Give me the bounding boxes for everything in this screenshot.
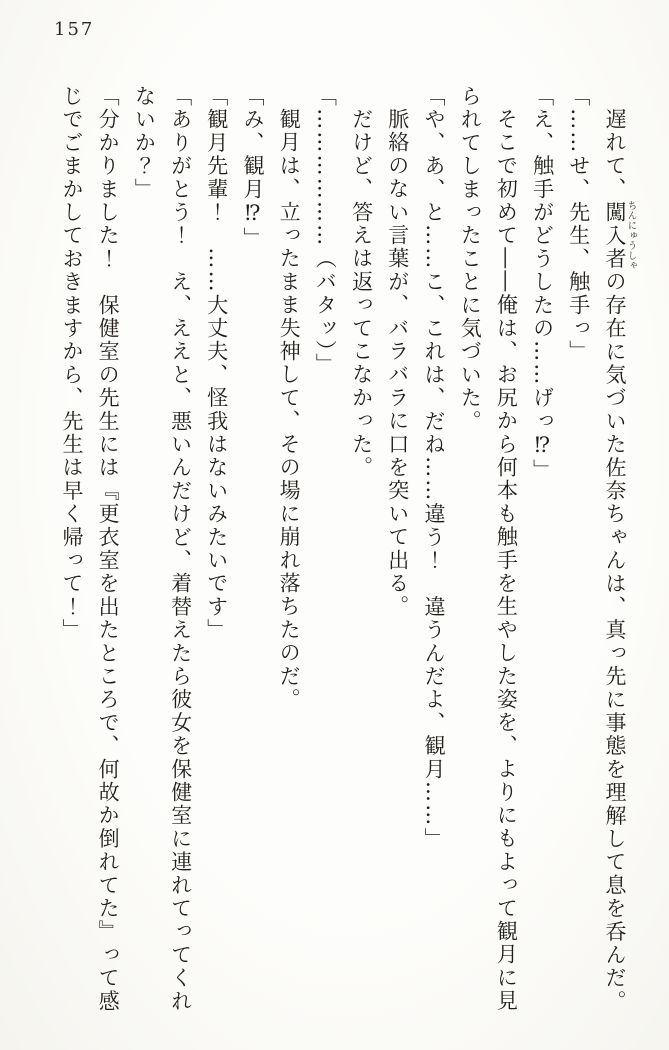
text-line: 「分かりました！ 保健室の先生には『更衣室を出たところで、何故か倒れてた』って感 [96, 85, 121, 1013]
text-line: 遅れて、闖入者ちんにゅうしゃの存在に気づいた佐奈ちゃんは、真っ先に事態を理解して息を呑んだ。 [603, 108, 637, 1014]
text-line: 観月は、立ったまま失神して、その場に崩れ落ちたのだ。 [277, 108, 302, 712]
text-line: られてしまったことに気づいた。 [458, 85, 483, 433]
furigana-ruby: 闖入者ちんにゅうしゃ [603, 200, 637, 271]
text-line: 「………………（バタッ）」 [313, 85, 338, 377]
text-line: 「……せ、先生、触手っ」 [566, 85, 591, 364]
text-line: そこで初めて――俺は、お尻から何本も触手を生やした姿を、よりにもよって観月に見 [494, 108, 519, 1013]
text-line: 脈絡のない言葉が、バラバラに口を突いて出る。 [385, 108, 410, 619]
text-line: 「み、観月⁉」 [240, 85, 265, 251]
text-line: ないか？」 [132, 85, 157, 201]
text-line: 「や、あ、と……こ、これは、だね……違う！ 違うんだよ、観月……」 [421, 85, 446, 851]
page-number: 157 [54, 19, 95, 40]
text-line: じでごまかしておきますから、先生は早く帰って！」 [59, 85, 84, 642]
text-line: 「観月先輩！ ……大丈夫、怪我はないみたいです」 [204, 85, 229, 642]
text-line: 「ありがとう！ え、ええと、悪いんだけど、着替えたら彼女を保健室に連れてってくれ [168, 85, 193, 1013]
text-line: だけど、答えは返ってこなかった。 [349, 108, 374, 480]
page-text [54, 85, 636, 1017]
text-line: 「え、触手がどうしたの……げっ⁉」 [530, 85, 555, 483]
furigana-text: ちんにゅうしゃ [625, 200, 637, 271]
